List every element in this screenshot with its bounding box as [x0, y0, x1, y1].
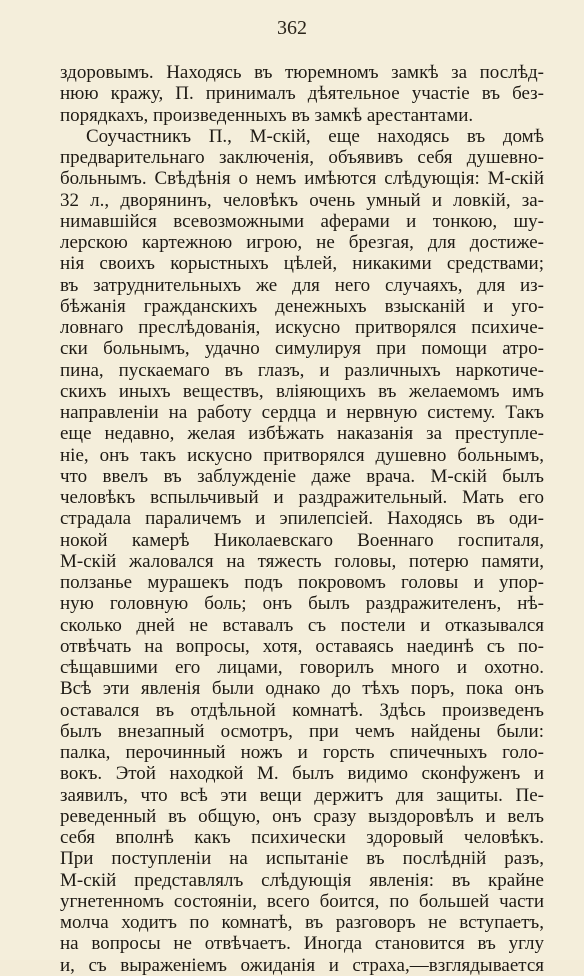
- text-line: вокъ. Этой находкой М. былъ видимо сконфуженъ и: [60, 763, 544, 785]
- text-line: порядкахъ, произведенныхъ въ замкѣ арестантами.: [60, 104, 474, 126]
- text-line: нюю кражу, П. принималъ дѣятельное участіе въ без-: [60, 83, 544, 105]
- page-number: 362: [277, 17, 307, 39]
- text-line: палка, перочинный ножъ и горсть спичечныхъ голо-: [60, 742, 544, 763]
- text-line: предварительнаго заключенія, объявивъ себя душевно-: [60, 147, 544, 168]
- text-line: нимавшійся всевозможными аферами и тонкою, шу-: [60, 210, 544, 232]
- text-line: сколько дней не вставалъ съ постели и отказывался: [60, 614, 544, 636]
- text-line: былъ внезапный осмотръ, при чемъ найдены были:: [60, 720, 544, 742]
- text-line: что ввелъ въ заблужденіе даже врача. М-скій былъ: [60, 465, 544, 487]
- text-line: больнымъ. Свѣдѣнія о немъ имѣются слѣдующія: М-скій: [60, 168, 544, 190]
- text-line: оставался въ отдѣльной комнатѣ. Здѣсь произведенъ: [60, 699, 544, 721]
- text-line: скихъ иныхъ веществъ, вліяющихъ въ желаемомъ имъ: [60, 380, 544, 402]
- text-line: лерскою картежною игрою, не брезгая, для достиже-: [60, 232, 544, 253]
- text-line: страдала параличемъ и эпилепсіей. Находясь въ оди-: [60, 508, 544, 530]
- text-line: реведенный въ общую, онъ сразу выздоровѣлъ и велъ: [60, 805, 544, 827]
- text-line: Соучастникъ П., М-скій, еще находясь въ домѣ: [86, 125, 544, 147]
- text-line: нія своихъ корыстныхъ цѣлей, никакими средствами;: [60, 253, 544, 275]
- text-line: здоровымъ. Находясь въ тюремномъ замкѣ за послѣд-: [60, 62, 544, 83]
- text-line: направленіи на работу сердца и нервную систему. Такъ: [60, 402, 544, 423]
- text-line: и, съ выраженіемъ ожиданія и страха,—взглядывается: [60, 954, 544, 976]
- text-line: въ затруднительныхъ же для него случаяхъ, для из-: [60, 274, 544, 296]
- text-line: заявилъ, что всѣ эти вещи держитъ для защиты. Пе-: [60, 784, 544, 806]
- text-line: еще недавно, желая избѣжать наказанія за преступле-: [60, 423, 544, 445]
- text-line: нокой камерѣ Николаевскаго Военнаго госпиталя,: [60, 529, 544, 551]
- text-line: пина, пускаемаго въ глазъ, и различныхъ наркотиче-: [60, 359, 544, 381]
- text-line: ски больнымъ, удачно симулируя при помощи атро-: [60, 338, 544, 360]
- text-line: бѣжанія гражданскихъ денежныхъ взысканій и уго-: [60, 295, 544, 317]
- text-line: угнетенномъ состояніи, всего боится, по большей части: [60, 890, 544, 912]
- text-line: Всѣ эти явленія были однако до тѣхъ поръ, пока онъ: [60, 678, 544, 700]
- text-line: 32 л., дворянинъ, человѣкъ очень умный и ловкій, за-: [60, 189, 544, 211]
- text-line: М-скій представлялъ слѣдующія явленія: въ крайне: [60, 869, 544, 891]
- text-line: человѣкъ вспыльчивый и раздражительный. Мать его: [60, 487, 544, 508]
- text-line: себя вполнѣ какъ психически здоровый человѣкъ.: [60, 827, 544, 848]
- text-line: на вопросы не отвѣчаетъ. Иногда становится въ углу: [60, 933, 544, 955]
- body-text: [60, 62, 544, 976]
- text-line: М-скій жаловался на тяжесть головы, потерю памяти,: [60, 550, 544, 572]
- text-line: молча ходитъ по комнатѣ, въ разговоръ не вступаетъ,: [60, 912, 544, 933]
- text-line: отвѣчать на вопросы, хотя, оставаясь наединѣ съ по-: [60, 635, 544, 657]
- text-line: ползанье мурашекъ подъ покровомъ головы и упор-: [60, 572, 544, 593]
- text-line: ніе, онъ такъ искусно притворялся душевно больнымъ,: [60, 444, 544, 466]
- text-line: ную головную боль; онъ былъ раздражителенъ, нѣ-: [60, 593, 544, 615]
- text-line: ловнаго преслѣдованія, искусно притворялся психиче-: [60, 317, 544, 338]
- text-line: При поступленіи на испытаніе въ послѣдній разъ,: [60, 848, 544, 870]
- text-line: сѣщавшими его лицами, говорилъ много и охотно.: [60, 657, 544, 678]
